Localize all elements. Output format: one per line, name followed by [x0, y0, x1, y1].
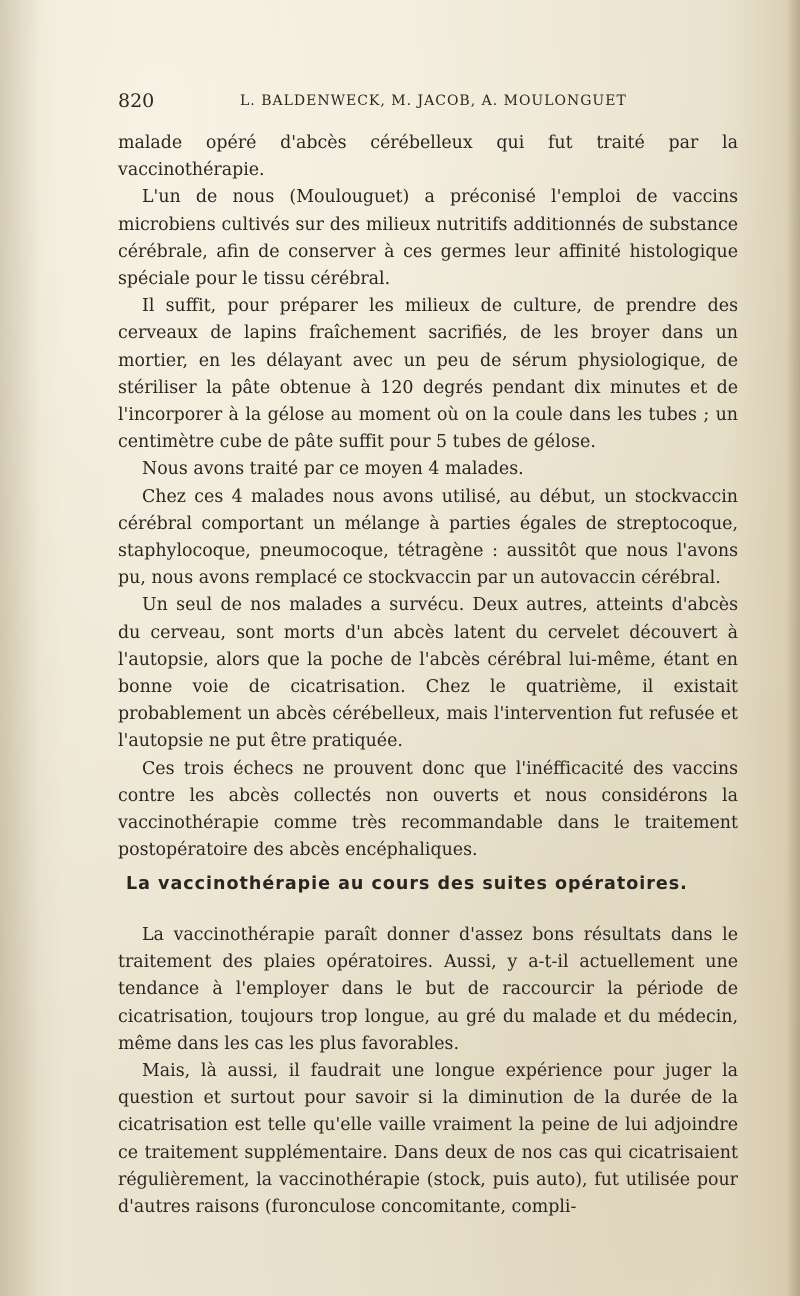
paragraph: L'un de nous (Moulouguet) a préconisé l'emploi de vaccins microbiens cultivés sur des milieux nutritifs additionnés de substance cérébrale, afin de conserver à ces germes leur affinité histologique spéciale pour le tissu cérébral. — [118, 187, 738, 290]
paragraph: Chez ces 4 malades nous avons utilisé, au début, un stockvaccin cérébral comportant un mélange à parties égales de streptocoque, staphylocoque, pneumocoque, tétragène : aussitôt que nous l'avons pu, nous avons remplacé ce stockvaccin par un autovaccin cérébral. — [118, 486, 738, 589]
header-authors: L. BALDENWECK, M. JACOB, A. MOULONGUET — [240, 93, 627, 109]
paragraph-continued: malade opéré d'abcès cérébelleux qui fut traité par la vaccinothérapie. — [118, 133, 738, 181]
paragraph: Mais, là aussi, il faudrait une longue expérience pour juger la question et surtout pour savoir si la diminution de la durée de la cicatrisation est telle qu'elle vaille vraiment la peine de lui adjoindre ce traitement supplémentaire. Dans deux de nos cas qui cicatrisaient régulièrement, la vaccinothérapie (stock, puis auto), fut utilisée pour d'autres raisons (furonculose concomitante, compli- — [118, 1061, 738, 1218]
paragraph: La vaccinothérapie paraît donner d'assez bons résultats dans le traitement des plaies opératoires. Aussi, y a-t-il actuellement une tendance à l'employer dans le but de raccourcir la période de cicatrisation, toujours trop longue, au gré du malade et du médecin, même dans les cas les plus favorables. — [118, 925, 738, 1054]
page-number: 820 — [118, 90, 155, 112]
paragraph: Un seul de nos malades a survécu. Deux autres, atteints d'abcès du cerveau, sont morts d'un abcès latent du cervelet découvert à l'autopsie, alors que la poche de l'abcès cérébral lui-même, étant en bonne voie de cicatrisation. Chez le quatrième, il existait probablement un abcès cérébelleux, mais l'intervention fut refusée et l'autopsie ne put être pratiquée. — [118, 595, 738, 752]
paragraph: Nous avons traité par ce moyen 4 malades. — [142, 459, 524, 480]
page-left-shadow — [0, 0, 40, 1296]
paragraph: Ces trois échecs ne prouvent donc que l'inéfficacité des vaccins contre les abcès collectés non ouverts et nous considérons la vaccinothérapie comme très recommandable dans le traitement postopératoire des abcès encéphaliques. — [118, 758, 738, 861]
section-body-text — [118, 922, 738, 1221]
running-header — [118, 90, 738, 116]
page-right-edge — [786, 0, 800, 1296]
section-heading: La vaccinothérapie au cours des suites opératoires. — [126, 874, 688, 894]
body-text — [118, 130, 738, 864]
paragraph: Il suffit, pour préparer les milieux de culture, de prendre des cerveaux de lapins fraîchement sacrifiés, de les broyer dans un mortier, en les délayant avec un peu de sérum physiologique, de stériliser la pâte obtenue à 120 degrés pendant dix minutes et de l'incorporer à la gélose au moment où on la coule dans les tubes ; un centimètre cube de pâte suffit pour 5 tubes de gélose. — [118, 296, 738, 453]
